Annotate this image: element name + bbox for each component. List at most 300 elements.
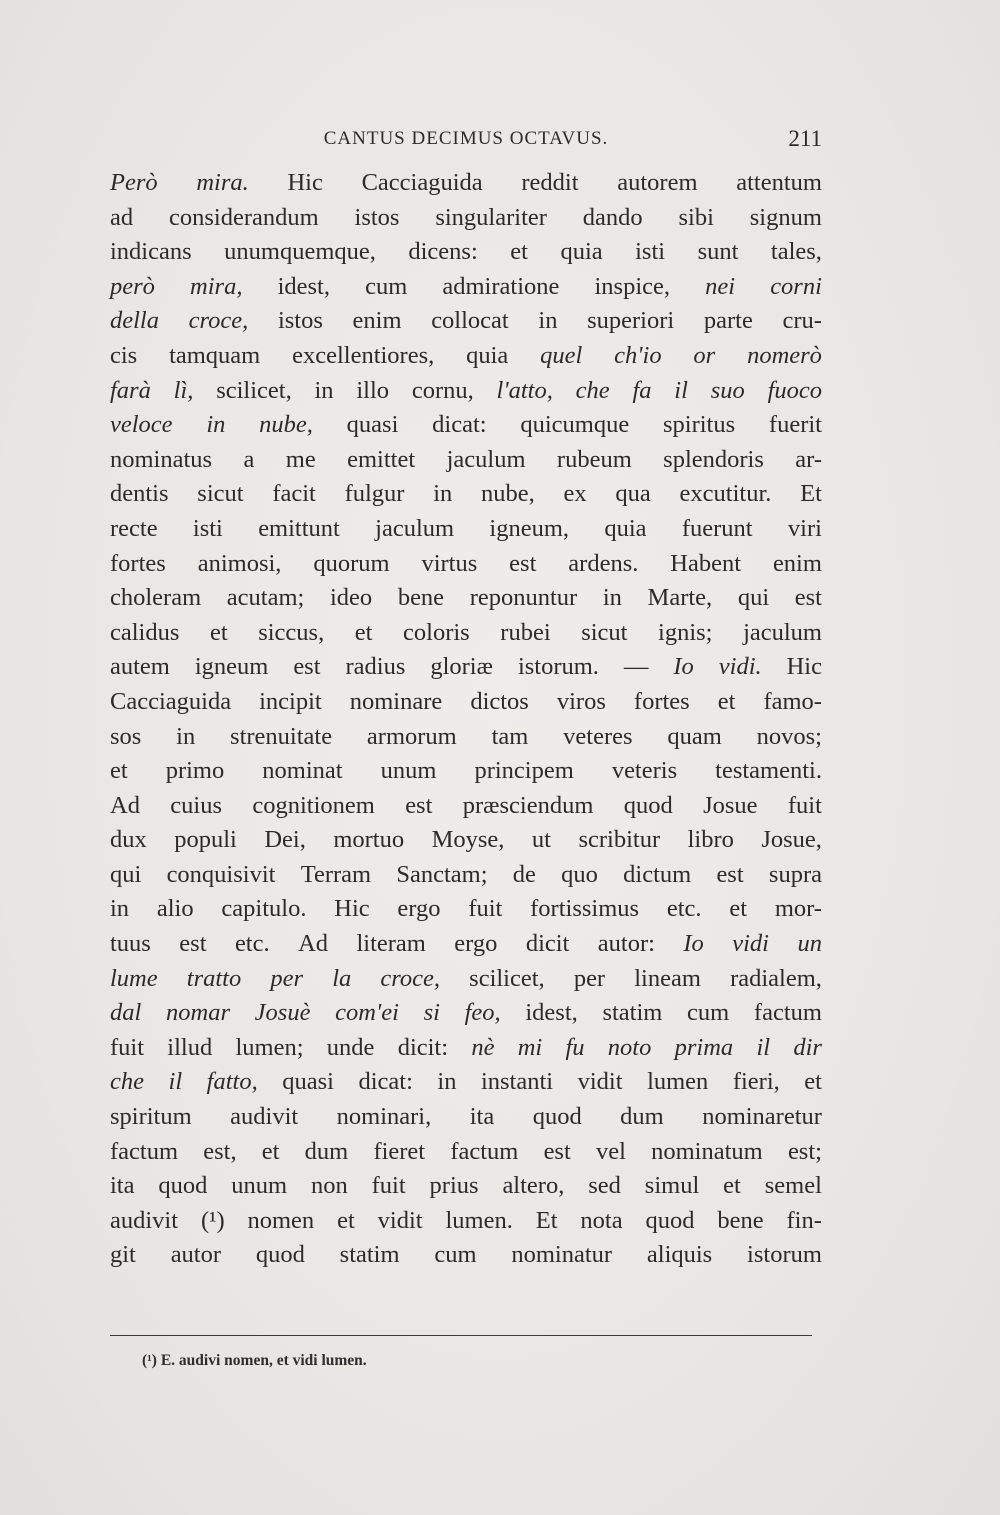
word: unumquemque,: [224, 238, 376, 266]
text-line: [110, 1204, 822, 1239]
word: populi: [174, 826, 237, 854]
word: præsciendum: [462, 791, 594, 819]
word: fuerit: [768, 411, 822, 439]
word: jaculum: [375, 514, 455, 542]
italic-word: mi: [517, 1033, 543, 1061]
word: quia: [604, 514, 647, 542]
word: etc.: [234, 930, 270, 958]
text-line: [110, 616, 822, 651]
word: considerandum: [168, 203, 319, 231]
italic-word: fuoco: [767, 376, 822, 404]
word: in: [314, 376, 334, 404]
italic-word: fa: [632, 376, 652, 404]
word: cis: [110, 341, 138, 369]
word: armorum: [366, 722, 457, 750]
word: quicumque: [520, 411, 630, 439]
word: quod: [255, 1241, 305, 1269]
text-line: [110, 374, 822, 409]
word: jaculum: [446, 445, 526, 473]
word: scilicet,: [469, 964, 545, 992]
word: et: [209, 618, 228, 646]
text-line: [110, 962, 822, 997]
word: est: [405, 791, 433, 819]
word: illo: [356, 376, 390, 404]
word: quorum: [313, 549, 390, 577]
word: ardens.: [568, 549, 639, 577]
text-line: [110, 477, 822, 512]
word: isti: [192, 514, 223, 542]
word: vidit: [377, 1206, 423, 1234]
word: ita: [469, 1103, 495, 1131]
italic-word: or: [693, 341, 716, 369]
word: illud: [167, 1033, 213, 1061]
word: scilicet,: [216, 376, 292, 404]
word: per: [573, 964, 606, 992]
word: alio: [156, 895, 194, 923]
word: dum: [620, 1103, 664, 1131]
word: nomen: [247, 1206, 315, 1234]
word: tamquam: [169, 341, 261, 369]
italic-word: la: [332, 964, 352, 992]
word: simul: [644, 1172, 700, 1200]
word: factum: [450, 1137, 519, 1165]
italic-word: il: [756, 1033, 771, 1061]
word: Terram: [300, 860, 372, 888]
italic-word: croce,: [380, 964, 441, 992]
italic-word: fatto,: [206, 1068, 258, 1096]
word: calidus: [110, 618, 180, 646]
body-text: [110, 166, 822, 1273]
text-line: [110, 720, 822, 755]
word: fieret: [373, 1137, 426, 1165]
word: sunt: [697, 238, 739, 266]
word: admiratione: [442, 272, 560, 300]
italic-word: vidi: [732, 930, 769, 958]
word: istorum.: [517, 653, 599, 681]
word: Josue: [703, 791, 758, 819]
italic-word: corni: [770, 272, 822, 300]
word: fuit: [468, 895, 503, 923]
word: strenuitate: [230, 722, 333, 750]
italic-word: feo,: [464, 999, 501, 1027]
word: lumen: [647, 1068, 709, 1096]
word: viri: [787, 514, 822, 542]
word: Marte,: [647, 584, 713, 612]
word: Cacciaguida: [110, 687, 232, 715]
word: fortes: [110, 549, 166, 577]
word: superiori: [587, 307, 675, 335]
word: nota: [580, 1206, 623, 1234]
word: factum: [753, 999, 822, 1027]
word: radius: [345, 653, 406, 681]
word: et: [729, 895, 748, 923]
text-line: [110, 201, 822, 236]
word: audivit: [230, 1103, 299, 1131]
word: singulariter: [435, 203, 547, 231]
word: et: [510, 238, 528, 266]
word: idest,: [277, 272, 330, 300]
word: audivit: [110, 1206, 179, 1234]
word: tales,: [770, 238, 822, 266]
italic-word: che: [575, 376, 610, 404]
word: quo: [561, 860, 598, 888]
text-line: [110, 270, 822, 305]
word: cru-: [782, 307, 822, 335]
word: spiritum: [110, 1103, 192, 1131]
word: recte: [110, 514, 158, 542]
word: istos: [354, 203, 400, 231]
word: quasi: [282, 1068, 334, 1096]
word: cum: [687, 999, 730, 1027]
word: Dei,: [264, 826, 306, 854]
word: autorem: [617, 169, 698, 196]
word: in: [433, 480, 453, 508]
word: primo: [165, 757, 225, 785]
italic-word: della: [110, 307, 159, 335]
word: cum: [365, 272, 408, 300]
text-line: [110, 823, 822, 858]
footnote-rule: [110, 1335, 812, 1336]
word: et: [261, 1137, 280, 1165]
word: enim: [352, 307, 402, 335]
word: indicans: [110, 238, 192, 266]
word: et: [110, 757, 128, 785]
word: dicit: [525, 930, 570, 958]
text-line: [110, 166, 822, 201]
word: fuit: [787, 791, 822, 819]
word: igneum,: [489, 514, 570, 542]
word: (¹): [200, 1206, 225, 1234]
italic-word: tratto: [186, 964, 242, 992]
word: ignis;: [658, 618, 713, 646]
word: incipit: [259, 687, 322, 715]
word: mor-: [774, 895, 822, 923]
word: me: [285, 445, 316, 473]
word: igneum: [194, 653, 269, 681]
word: radialem,: [730, 964, 822, 992]
word: sicut: [581, 618, 628, 646]
italic-word: si: [423, 999, 440, 1027]
italic-word: un: [797, 930, 822, 958]
word: et: [804, 1068, 822, 1096]
word: et: [337, 1206, 355, 1234]
footnote: (¹) E. audivi nomen, et vidi lumen.: [142, 1352, 367, 1369]
word: libro: [687, 826, 734, 854]
text-line: [110, 235, 822, 270]
text-line: [110, 1065, 822, 1100]
italic-word: veloce: [110, 411, 173, 439]
word: in: [176, 722, 196, 750]
word: viros: [556, 687, 606, 715]
word: dictos: [470, 687, 529, 715]
italic-word: fu: [565, 1033, 585, 1061]
italic-word: nei: [705, 272, 736, 300]
text-line: [110, 685, 822, 720]
italic-word: Josuè: [254, 999, 311, 1027]
word: Sanctam;: [396, 860, 488, 888]
word: ita: [110, 1172, 135, 1200]
word: Et: [800, 480, 822, 508]
word: capitulo.: [221, 895, 307, 923]
word: qui: [110, 860, 142, 888]
word: factum: [110, 1137, 179, 1165]
word: animosi,: [197, 549, 282, 577]
page-number: 211: [788, 126, 822, 151]
word: est: [293, 653, 321, 681]
word: statim: [339, 1241, 400, 1269]
word: coloris: [403, 618, 470, 646]
word: nominatum: [651, 1137, 763, 1165]
word: literam: [356, 930, 426, 958]
word: autem: [110, 653, 170, 681]
word: reponuntur: [469, 584, 578, 612]
word: virtus: [421, 549, 478, 577]
word: vidit: [577, 1068, 623, 1096]
italic-word: ch'io: [614, 341, 662, 369]
word: collocat: [431, 307, 509, 335]
running-title: CANTUS DECIMUS OCTAVUS.: [323, 128, 609, 149]
word: dum: [304, 1137, 349, 1165]
italic-word: però: [110, 272, 155, 300]
word: et: [723, 1172, 741, 1200]
text-line: [110, 754, 822, 789]
word: ad: [110, 203, 134, 231]
word: altero,: [502, 1172, 565, 1200]
word: Hic: [786, 653, 822, 681]
italic-word: dir: [793, 1033, 822, 1061]
word: istorum: [747, 1241, 822, 1269]
word: dux: [110, 826, 147, 854]
word: reddit: [521, 169, 579, 196]
word: fuit: [110, 1033, 145, 1061]
word: est: [179, 930, 207, 958]
word: et: [354, 618, 373, 646]
italic-word: croce,: [188, 307, 249, 335]
word: Ad: [298, 930, 329, 958]
word: vel: [595, 1137, 626, 1165]
word: qua: [615, 480, 651, 508]
word: ideo: [329, 584, 373, 612]
word: et: [717, 687, 736, 715]
italic-word: mira,: [190, 272, 243, 300]
word: mortuo: [333, 826, 405, 854]
text-line: [110, 1135, 822, 1170]
word: inspice,: [594, 272, 671, 300]
word: Et: [535, 1206, 558, 1234]
word: nominare: [349, 687, 443, 715]
word: quod: [532, 1103, 582, 1131]
word: quod: [158, 1172, 208, 1200]
italic-word: il: [168, 1068, 183, 1096]
word: —: [623, 653, 649, 681]
word: quod: [623, 791, 673, 819]
word: siccus,: [258, 618, 325, 646]
word: ergo: [454, 930, 498, 958]
word: Moyse,: [431, 826, 505, 854]
word: jaculum: [743, 618, 822, 646]
italic-word: Io: [683, 930, 704, 958]
italic-word: nomar: [166, 999, 230, 1027]
italic-word: l'atto,: [496, 376, 553, 404]
text-line: [110, 789, 822, 824]
word: sos: [110, 722, 142, 750]
italic-word: che: [110, 1068, 144, 1096]
word: rubeum: [556, 445, 632, 473]
word: non: [310, 1172, 348, 1200]
word: dictum: [623, 860, 692, 888]
word: excellentiores,: [292, 341, 435, 369]
word: attentum: [736, 169, 822, 196]
text-line: [110, 1031, 822, 1066]
italic-word: vidi.: [718, 653, 762, 681]
word: emittet: [347, 445, 416, 473]
word: nominat: [262, 757, 343, 785]
word: a: [243, 445, 255, 473]
running-head: [110, 128, 822, 158]
word: gloriæ: [430, 653, 493, 681]
word: lumen;: [235, 1033, 304, 1061]
word: dicit:: [397, 1033, 449, 1061]
word: fin-: [786, 1206, 822, 1234]
italic-word: in: [206, 411, 226, 439]
text-line: [110, 512, 822, 547]
word: Cacciaguida: [361, 169, 483, 196]
word: dentis: [110, 480, 169, 508]
word: parte: [703, 307, 753, 335]
word: sicut: [197, 480, 244, 508]
italic-word: Però: [110, 169, 158, 196]
text-line: [110, 1238, 822, 1273]
word: prius: [429, 1172, 479, 1200]
word: aliquis: [646, 1241, 713, 1269]
word: est: [509, 549, 537, 577]
italic-word: prima: [674, 1033, 734, 1061]
word: bene: [717, 1206, 764, 1234]
word: scribitur: [578, 826, 661, 854]
word: cum: [434, 1241, 477, 1269]
word: choleram: [110, 584, 202, 612]
text-line: [110, 650, 822, 685]
word: emittunt: [258, 514, 340, 542]
italic-word: farà: [110, 376, 151, 404]
word: est: [543, 1137, 571, 1165]
word: supra: [768, 860, 822, 888]
text-line: [110, 1169, 822, 1204]
word: quod: [645, 1206, 695, 1234]
word: quam: [667, 722, 722, 750]
word: ut: [531, 826, 551, 854]
word: fieri,: [732, 1068, 780, 1096]
word: in: [110, 895, 130, 923]
text-line: [110, 892, 822, 927]
word: nube,: [481, 480, 535, 508]
italic-word: quel: [540, 341, 583, 369]
word: dando: [582, 203, 643, 231]
word: tuus: [110, 930, 151, 958]
text-line: [110, 1100, 822, 1135]
italic-word: per: [270, 964, 304, 992]
word: isti: [635, 238, 666, 266]
text-line: [110, 547, 822, 582]
word: cognitionem: [252, 791, 375, 819]
word: statim: [602, 999, 663, 1027]
word: istos: [277, 307, 323, 335]
text-line: [110, 304, 822, 339]
word: sed: [588, 1172, 621, 1200]
text-line: [110, 996, 822, 1031]
word: lumen.: [445, 1206, 513, 1234]
word: ergo: [397, 895, 441, 923]
word: conquisivit: [166, 860, 276, 888]
word: semel: [764, 1172, 822, 1200]
word: Hic: [334, 895, 370, 923]
word: nominaretur: [702, 1103, 822, 1131]
word: famo-: [763, 687, 822, 715]
word: unde: [326, 1033, 375, 1061]
word: Hic: [287, 169, 323, 196]
word: principem: [474, 757, 574, 785]
word: rubei: [500, 618, 551, 646]
word: fuerunt: [681, 514, 753, 542]
word: quia: [560, 238, 603, 266]
text-line: [110, 408, 822, 443]
word: nominatus: [110, 445, 213, 473]
word: Josue,: [761, 826, 822, 854]
word: cuius: [170, 791, 223, 819]
word: veteres: [563, 722, 633, 750]
italic-word: nomerò: [747, 341, 822, 369]
italic-word: noto: [607, 1033, 652, 1061]
word: in: [437, 1068, 457, 1096]
word: est;: [787, 1137, 822, 1165]
italic-word: suo: [710, 376, 745, 404]
word: in: [538, 307, 558, 335]
word: splendoris: [663, 445, 764, 473]
word: excutitur.: [679, 480, 772, 508]
word: git: [110, 1241, 136, 1269]
text-line: [110, 858, 822, 893]
word: Ad: [110, 791, 140, 819]
word: unum: [380, 757, 437, 785]
text-line: [110, 581, 822, 616]
word: instanti: [480, 1068, 554, 1096]
word: autor: [170, 1241, 222, 1269]
italic-word: il: [674, 376, 688, 404]
word: fortissimus: [530, 895, 640, 923]
word: quia: [466, 341, 509, 369]
word: dicens:: [408, 238, 478, 266]
word: fuit: [371, 1172, 406, 1200]
word: est: [716, 860, 744, 888]
word: bene: [397, 584, 445, 612]
word: spiritus: [662, 411, 736, 439]
word: dicat:: [358, 1068, 413, 1096]
word: signum: [749, 203, 822, 231]
word: ar-: [795, 445, 822, 473]
text-line: [110, 927, 822, 962]
word: nominari,: [336, 1103, 432, 1131]
word: etc.: [666, 895, 702, 923]
word: qui: [737, 584, 770, 612]
word: dicat:: [432, 411, 487, 439]
italic-word: dal: [110, 999, 142, 1027]
word: de: [512, 860, 536, 888]
italic-word: lì,: [173, 376, 194, 404]
word: nominatur: [511, 1241, 613, 1269]
italic-word: com'ei: [335, 999, 399, 1027]
italic-word: nube,: [259, 411, 313, 439]
word: lineam: [634, 964, 701, 992]
